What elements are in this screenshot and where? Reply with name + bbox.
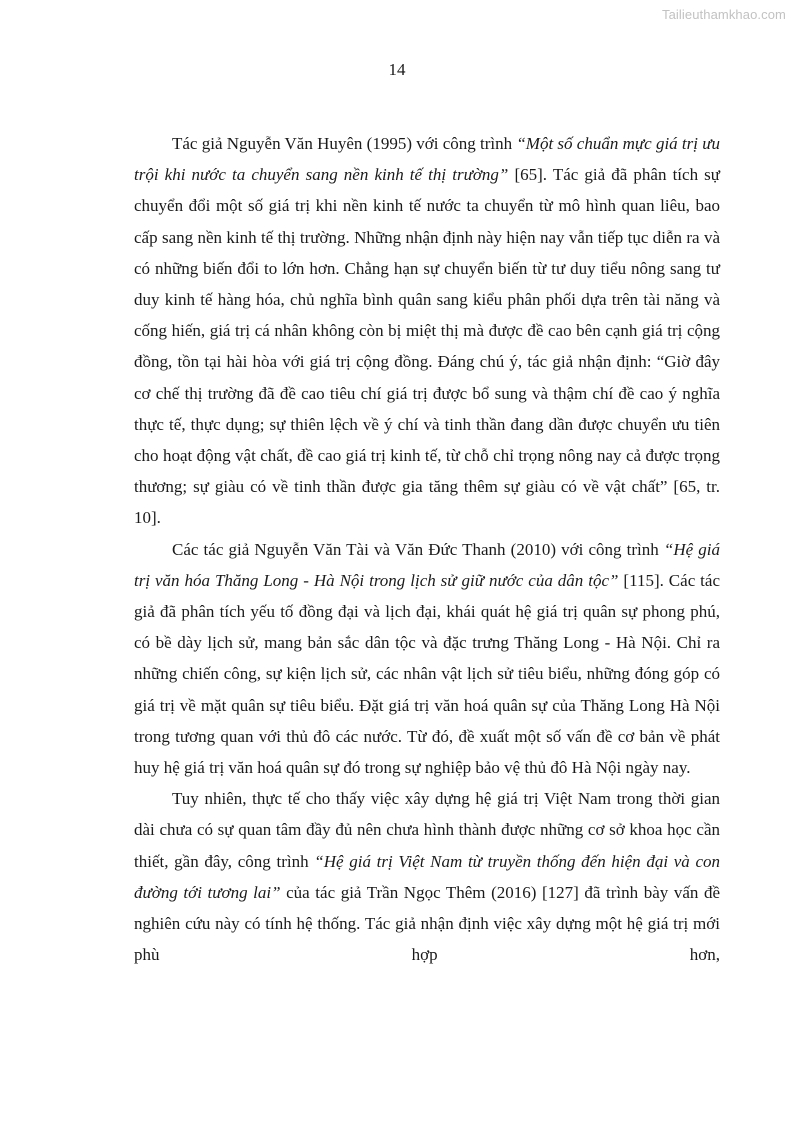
document-body [134, 128, 720, 970]
paragraph-2-cited-title: “Hệ giá trị văn hóa Thăng Long - Hà Nội trong lịch sử giữ nước của dân tộc” [134, 539, 721, 590]
paragraph-3-cited-title: “Hệ giá trị Việt Nam từ truyền thống đến hiện đại và con đường tới tương lai” [134, 851, 720, 902]
page-number: 14 [388, 60, 406, 79]
paragraph-2 [134, 534, 720, 784]
paragraph-1 [134, 128, 720, 534]
paragraph-1-cited-title: “Một số chuẩn mực giá trị ưu trội khi nước ta chuyển sang nền kinh tế thị trường” [134, 134, 720, 185]
paragraph-1-run-3: [65]. Tác giả đã phân tích sự chuyển đổi một số giá trị khi nền kinh tế nước ta chuyển từ mô hình quan liêu, bao cấp sang nền kinh tế thị trường. Những nhận định này hiện nay vẫn tiếp tục diễn ra và có những biến đổi to lớn hơn. Chẳng hạn sự chuyển biến từ tư duy tiểu nông sang tư duy kinh tế hàng hóa, chủ nghĩa bình quân sang kiểu phân phối dựa trên tài năng và cống hiến, giá trị cá nhân không còn bị miệt thị mà được đề cao bên cạnh giá trị cộng đồng, tồn tại hài hòa với giá trị cộng đồng. Đáng chú ý, tác giả nhận định: “Giờ đây cơ chế thị trường đã đề cao tiêu chí giá trị được bổ sung và thậm chí đề cao ý nghĩa thực tế, thực dụng; sự thiên lệch về ý chí và tinh thần đang dần được chuyển ưu tiên cho hoạt động vật chất, đề cao giá trị kinh tế, từ chỗ chỉ trọng nông nay cả được trọng thương; sự giàu có về tinh thần được gia tăng thêm sự giàu có về vật chất” [65, tr. 10]. [134, 165, 720, 528]
paragraph-3-run-3: của tác giả Trần Ngọc Thêm (2016) [127] đã trình bày vấn đề nghiên cứu này có tính hệ thống. Tác giả nhận định việc xây dựng một hệ giá trị mới phù hợp hơn, [134, 882, 720, 965]
watermark-text: Tailieuthamkhao.com [661, 7, 786, 22]
paragraph-2-run-3: [115]. Các tác giả đã phân tích yếu tố đồng đại và lịch đại, khái quát hệ giá trị quân sự phong phú, có bề dày lịch sử, mang bản sắc dân tộc và đặc trưng Thăng Long - Hà Nội. Chỉ ra những chiến công, sự kiện lịch sử, các nhân vật lịch sử tiêu biểu, những đóng góp có giá trị về mặt quân sự tiêu biểu. Đặt giá trị văn hoá quân sự của Thăng Long Hà Nội trong tương quan với thủ đô các nước. Từ đó, đề xuất một số vấn đề cơ bản về phát huy hệ giá trị văn hoá quân sự đó trong sự nghiệp bảo vệ thủ đô Hà Nội ngày nay. [134, 570, 720, 778]
paragraph-1-run-1: Tác giả Nguyễn Văn Huyên (1995) với công trình [172, 134, 517, 153]
paragraph-3-run-1: Tuy nhiên, thực tế cho thấy việc xây dựng hệ giá trị Việt Nam trong thời gian dài chưa có sự quan tâm đầy đủ nên chưa hình thành được những cơ sở khoa học cần thiết, gần đây, công trình [134, 789, 720, 871]
paragraph-2-run-1: Các tác giả Nguyễn Văn Tài và Văn Đức Thanh (2010) với công trình [172, 539, 664, 559]
paragraph-3 [134, 783, 720, 970]
